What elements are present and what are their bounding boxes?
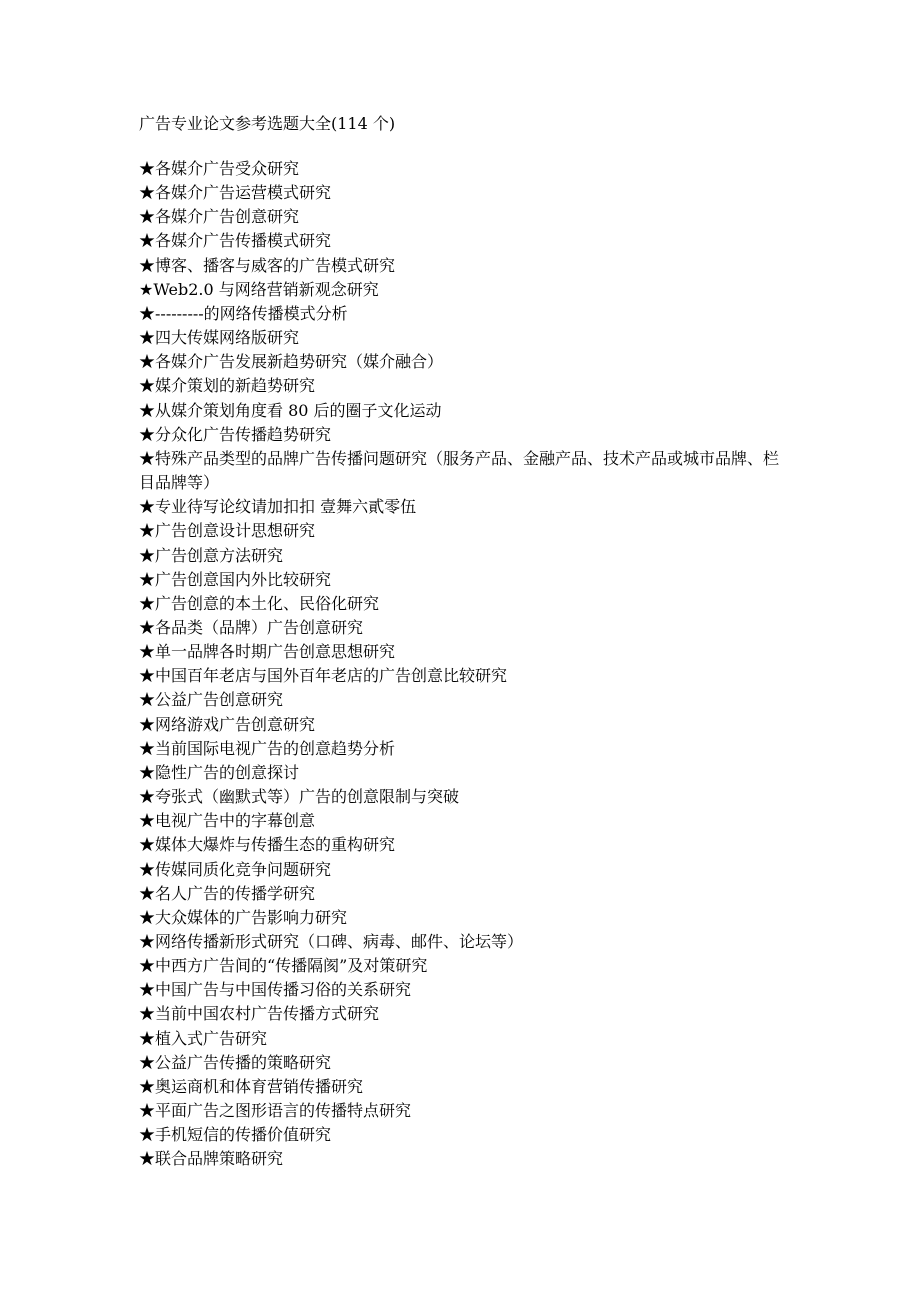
- topic-item: ★广告创意国内外比较研究: [139, 569, 332, 589]
- topic-item: ★中西方广告间的“传播隔阂”及对策研究: [139, 956, 428, 976]
- topic-item: ★隐性广告的创意探讨: [139, 762, 300, 782]
- topic-item: ★媒体大爆炸与传播生态的重构研究: [139, 835, 396, 855]
- topic-item: ★奥运商机和体育营销传播研究: [139, 1076, 364, 1096]
- topic-item: ★特殊产品类型的品牌广告传播问题研究（服务产品、金融产品、技术产品或城市品牌、栏目品牌等）: [139, 448, 780, 493]
- topic-item: ★当前中国农村广告传播方式研究: [139, 1004, 380, 1024]
- topic-item: ★公益广告创意研究: [139, 690, 284, 710]
- topic-item: ★平面广告之图形语言的传播特点研究: [139, 1101, 412, 1121]
- topic-item: ★大众媒体的广告影响力研究: [139, 907, 348, 927]
- topic-item: ★名人广告的传播学研究: [139, 883, 316, 903]
- topic-item: ★各品类（品牌）广告创意研究: [139, 617, 364, 637]
- topic-item: ★传媒同质化竞争问题研究: [139, 859, 332, 879]
- topic-item: ★广告创意的本土化、民俗化研究: [139, 593, 380, 613]
- topic-item: ★各媒介广告受众研究: [139, 159, 300, 178]
- topic-item: ★博客、播客与威客的广告模式研究: [139, 255, 396, 275]
- topic-item: ★中国百年老店与国外百年老店的广告创意比较研究: [139, 666, 508, 686]
- topic-item: ★植入式广告研究: [139, 1028, 268, 1048]
- topic-item: ★各媒介广告发展新趋势研究（媒介融合）: [139, 352, 444, 372]
- topic-item: ★媒介策划的新趋势研究: [139, 376, 316, 396]
- topic-item: ★夸张式（幽默式等）广告的创意限制与突破: [139, 787, 460, 807]
- topic-item: ★广告创意设计思想研究: [139, 521, 316, 541]
- topic-list: [139, 157, 789, 1172]
- topic-item: ★网络游戏广告创意研究: [139, 714, 316, 734]
- topic-item: ★手机短信的传播价值研究: [139, 1125, 332, 1145]
- topic-item: ★广告创意方法研究: [139, 545, 284, 565]
- topic-item: ★当前国际电视广告的创意趋势分析: [139, 738, 396, 758]
- topic-item: ★各媒介广告传播模式研究: [139, 231, 332, 251]
- topic-item: ★四大传媒网络版研究: [139, 328, 300, 348]
- topic-item: ★中国广告与中国传播习俗的关系研究: [139, 980, 412, 1000]
- topic-item: ★各媒介广告创意研究: [139, 207, 300, 227]
- topic-item: ★单一品牌各时期广告创意思想研究: [139, 642, 396, 662]
- topic-item: ★从媒介策划角度看 80 后的圈子文化运动: [139, 400, 442, 420]
- topic-item: ★网络传播新形式研究（口碑、病毒、邮件、论坛等）: [139, 932, 524, 951]
- topic-item: ★分众化广告传播趋势研究: [139, 424, 332, 444]
- topic-item: ★各媒介广告运营模式研究: [139, 183, 332, 203]
- topic-item: ★公益广告传播的策略研究: [139, 1052, 332, 1072]
- topic-item: ★专业待写论纹请加扣扣 壹舞六貳零伍: [139, 497, 417, 517]
- topic-item: ★Web2.0 与网络营销新观念研究: [139, 279, 379, 299]
- topic-item: ★---------的网络传播模式分析: [139, 303, 348, 323]
- topic-item: ★电视广告中的字幕创意: [139, 811, 316, 831]
- topic-item: ★联合品牌策略研究: [139, 1149, 284, 1169]
- document-title: 广告专业论文参考选题大全(114 个): [139, 114, 396, 133]
